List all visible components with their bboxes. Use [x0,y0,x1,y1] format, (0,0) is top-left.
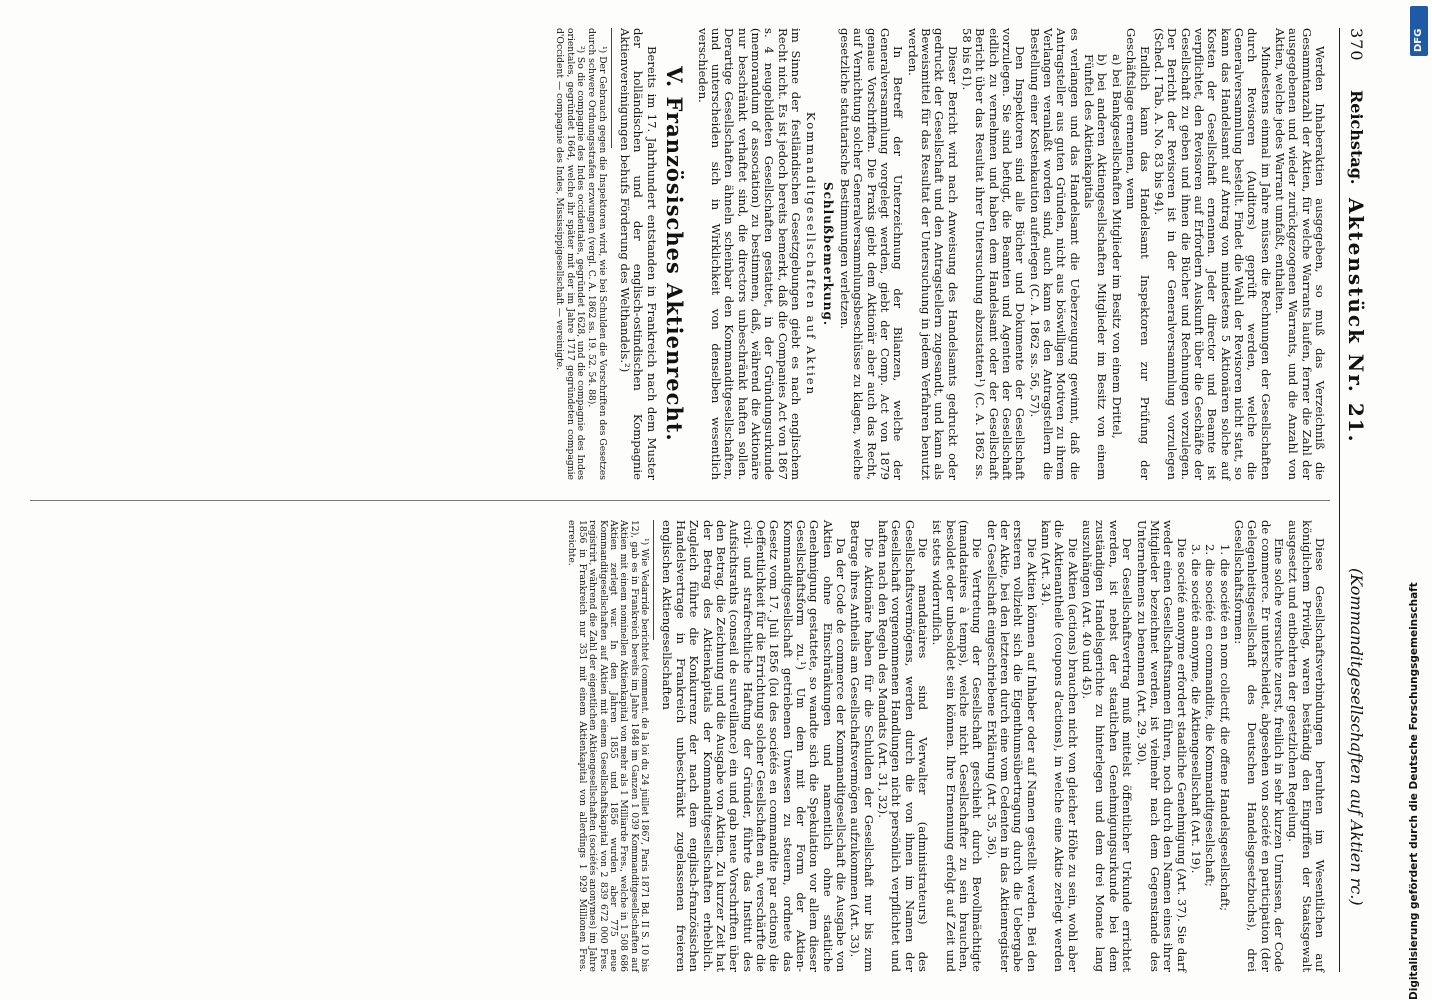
paragraph: Die société anonyme erfordert staatliche Genehmigung (Art. 37). Sie darf weder einen Gesellschaftsnamen führen, noch durch den Namen eines ihrer Mitglieder bezeichnet werden, ist vielmehr nach dem Gegenstande des Unternehmens zu benennen (Art. 29, 30). [1134,520,1189,972]
paragraph: Eine solche versuchte zuerst, freilich in sehr kurzen Umrissen, der Code de commerce. Er unterscheidet, abgesehen von société en participation (der Gelegenheitsgesellschaft des Deutschen Handelsgesetzbuchs), drei Gesellschaftsformen: [1231,520,1286,972]
footnote: ¹) Wie Vedarride berichtet (comment. de la loi du 24 juillet 1867, Paris 1871 Bd. II S. 10 bis 12), gab es in Frankreich bereits im Jahre 1848 im Ganzen 1 039 Kommanditgesellschaften auf Aktien mit einem nominellen Aktienkapital von mehr als 1 Milliarde Fres., welche in 1 508 686 Aktien zerlegt war. In den Jahren 1855 und 1856 wurden aber 775 neue Kommanditgesellschaften auf Aktien mit einem Gesellschaftskapital von 2 839 672 000 Fres. registrirt, während die Zahl der eigentlichen Aktiengesellschaften (sociétés anonymes) im Jahre 1856 in Frankreich nur 351 mit einem Aktienkapital von allerdings 1 929 Millionen Fres. erreichte. [566,520,651,972]
paragraph: In Betreff der Unterzeichnung der Bilanzen, welche der Generalversammlung vorgelegt werden, giebt der Comp. Act von 1879 genaue Vorschriften. Die Praxis giebt dem Aktionär aber auch das Recht, auf Vernichtung solcher Generalversammlungsbeschlüsse zu klagen, welche gesetzliche statutarische Bestimmungen verletzen. [837,28,906,480]
paragraph: Die Aktionäre haben für die Schulden der Gesellschaft nur bis zum Betrage ihres Antheils am Gesellschaftsvermögen aufzukommen (Art. 33). [848,520,876,972]
footnote: ²) So die compagnie des Indes occidentales, gegründet 1628, und die compagnie des Indes orientales, gegründet 1664, welche ihr später mit der im Jahre 1717 gegründeten compagnie d'Occident — compagnie des Indes, Mississippigesellschaft — vereinigte. [554,28,586,480]
paragraph: es verlangen und das Handelsamt die Ueberzeugung gewinnt, daß die Antragsteller aus guten Gründen, nicht aus böswilligen Motiven zu ihrem Verlangen veranlaßt worden sind, auch kann es den Antragstellern die Bestellung einer Kostenkaution auferlegen (C. A. 1862 ss. 56, 57). [1027,28,1082,480]
list-item: a) bei Bankgesellschaften Mitglieder im Besitz von einem Drittel, [1109,54,1124,439]
list-item: 2. die société en commandite, die Kommanditgesellschaft; [1203,544,1218,887]
digitization-note-text: Digitalisierung gefördert durch die Deutsche Forschungsgemeinschaft [1408,582,1420,1000]
paragraph: Dieser Bericht wird nach Anweisung des Handelsamts gedruckt oder gedruckt der Gesellschaft und den Antragstellern zugesandt, und kann als Beweismittel für das Resultat der Untersuchung in jedem Verfahren benutzt werden. [905,28,960,480]
paragraph: Der Gesellschaftsvertrag muß mittelst öffentlicher Urkunde errichtet werden, ist nebst der staatlichen Genehmigungsurkunde bei dem zuständigen Handelsgerichte zu hinterlegen und dem drei Monate lang auszuhängen (Art. 40 und 45). [1080,520,1135,972]
digitization-note [1408,0,1430,1000]
list-item: 3. die société anonyme, die Aktiengesellschaft (Art. 19). [1188,544,1203,874]
paragraph: Endlich kann das Handelsamt Inspektoren zur Prüfung der Geschäftslage ernennen, wenn [1124,28,1152,480]
footnote: ¹) Der Gebrauch gegen die Inspektoren wird, wie bei Schulden die Vorschriften des Gesetzes durch schwere Ordnungsstrafen erzwungen (vergl. C. A. 1862 ss. 19. 52. 54. 88). [586,28,608,480]
header-title: Aktenstück Nr. 21. [1344,198,1368,444]
paragraph: Mindestens einmal im Jahre müssen die Rechnungen der Gesellschaften durch Revisoren (Auditors) geprüft werden, welche die Generalversammlung bestellt. Findet die Wahl der Revisoren nicht statt, so kann das Handelsamt auf Antrag von mindestens 5 Aktionären solche auf Kosten der Gesellschaft ernennen. Jeder director und Beamte ist verpflichtet, den Revisoren auf Erfordern Auskunft über die Geschäfte der Gesellschaft zu geben und ihnen die Bücher und Rechnungen vorzulegen. Der Bericht der Revisoren ist in der Generalversammlung vorzulegen (Sched. I Tab. A. No. 83 bis 94). [1151,28,1273,480]
right-column [565,520,1326,972]
footnote-rule [611,28,612,148]
section-heading: V. Französisches Aktienrecht. [662,66,688,442]
paragraph: im Sinne der festländischen Gesetzgebungen giebt es nach englischem Recht nicht. Es ist jedoch bereits bemerkt, daß die Companies Act von 1867 s. 4 neugebildeten Gesellschaften gestattet, in der Gründungsurkunde (memorandum of association) zu bestimmen, daß, während die Aktionäre nur beschränkt verhaftet sind, die directors unbeschränkt haften sollen. Derartige Gesellschaften ähneln scheinbar den Kommanditgesellschaften, und unterscheiden sich in Wirklichkeit von denselben wesentlich verschieden. [695,28,803,480]
column-divider [30,500,1330,501]
footnote-rule [653,520,654,640]
page-number: 370 [1347,28,1366,62]
left-column [553,28,1326,480]
list-item: b) bei anderen Aktiengesellschaften Mitglieder im Besitz von einem Fünftel des Aktienkapitals [1082,54,1110,480]
header-left: Reichstag. [1347,90,1366,185]
paragraph: Die Vertretung der Gesellschaft geschieht durch Bevollmächtigte (mandataires à temps), welche nicht Gesellschafter zu sein brauchen, besoldet oder unbesoldet sein können. Ihre Ernennung erfolgt auf Zeit und ist stets widerruflich. [930,520,985,972]
paragraph: Diese Gesellschaftsverbindungen beruhten im Wesentlichen auf königlichem Privileg, waren beständig den Eingriffen der Staatsgewalt ausgesetzt und entbehrten der gesetzlichen Regelung. [1286,520,1327,972]
paragraph: Bereits im 17. Jahrhundert entstanden in Frankreich nach dem Muster der holländischen und der englisch-ostindischen Kompagnie Aktienvereinigungen behufs Förderung des Welthandels.²) [618,28,659,480]
dfg-logo [1410,6,1428,56]
paragraph: Werden Inhaberaktien ausgegeben, so muß das Verzeichniß die Gesammtanzahl der Aktien, für welche Warrants laufen, ferner die Zahl der ausgegebenen und wieder zurückgezogenen Warrants, und die Anzahl von Aktien, welche jedes Warrant umfaßt, enthalten. [1272,28,1327,480]
subheading: Kommanditgesellschaften auf Aktien [804,111,819,397]
paragraph: Die Aktien (actions) brauchen nicht von gleicher Höhe zu sein, wohl aber die Aktienantheile (coupons d'actions), in welche eine Aktie zerlegt werden kann (Art. 34). [1039,520,1080,972]
header-right: (Kommanditgesellschaften auf Aktien rc.) [1347,568,1366,906]
list-item: 1. die société en nom collectif, die offene Handelsgesellschaft; [1217,544,1232,912]
running-header [1339,28,1370,972]
paragraph: Die Aktien können auf Inhaber oder auf Namen gestellt werden. Bei den ersteren vollzieht sich die Eigenthumsübertragung durch die Uebergabe der Aktie, bei den letzteren durch eine vom Cedenten in das Aktienregister der Gesellschaft eingeschriebene Erklärung (Art. 35, 36). [984,520,1039,972]
dfg-logo-text: DFG [1413,28,1424,52]
paragraph: Da der Code de commerce der Kommanditgesellschaft die Ausgabe von Aktien ohne Einschränkungen und namentlich ohne staatliche Genehmigung gestattete, so wandte sich die Spekulation vor allem dieser Gesellschaftsform zu.¹) Um dem mit der Form der Aktien-Kommanditgesellschaft getriebenen Unwesen zu steuern, ordnete das Gesetz vom 17. Juli 1856 (loi des sociétés en commandite par actions) die Oeffentlichkeit für die Errichtung solcher Gesellschaften an, verschärfte die civil- und strafrechtliche Haftung der Gründer, führte das Institut des Aufsichtsraths (conseil de surveillance) ein und gab neue Vorschriften über den Betrag, die Zeichnung und die Ausgabe von Aktien. Zu kurzer Zeit hat der Betrag des Aktienkapitals der Kommanditgesellschaften erheblich. Zugleich führte die Konkurrenz der nach dem englisch-französischen Handelsvertrage in Frankreich unbeschränkt zugelassenen freieren englischen Aktiengesellschaften [660,520,848,972]
heading-schlussbemerkung: Schlußbemerkung. [820,181,835,327]
paragraph: Den Inspektoren sind alle Bücher und Dokumente der Gesellschaft vorzulegen. Sie sind befugt, die Beamten und Agenten der Gesellschaft eidlich zu vernehmen und haben dem Handelsamt oder der Gesellschaft Bericht über das Resultat ihrer Untersuchung abzustatten¹) (C. A. 1862 ss. 58 bis 61). [960,28,1028,480]
paragraph: Die mandataires sind Verwalter (administrateurs) des Gesellschaftsvermögens, werden durch die von ihnen im Namen der Gesellschaft vorgenommenen Handlungen nicht persönlich verpflichtet und haften nach den Regeln des Mandats (Art. 31, 32). [876,520,931,972]
